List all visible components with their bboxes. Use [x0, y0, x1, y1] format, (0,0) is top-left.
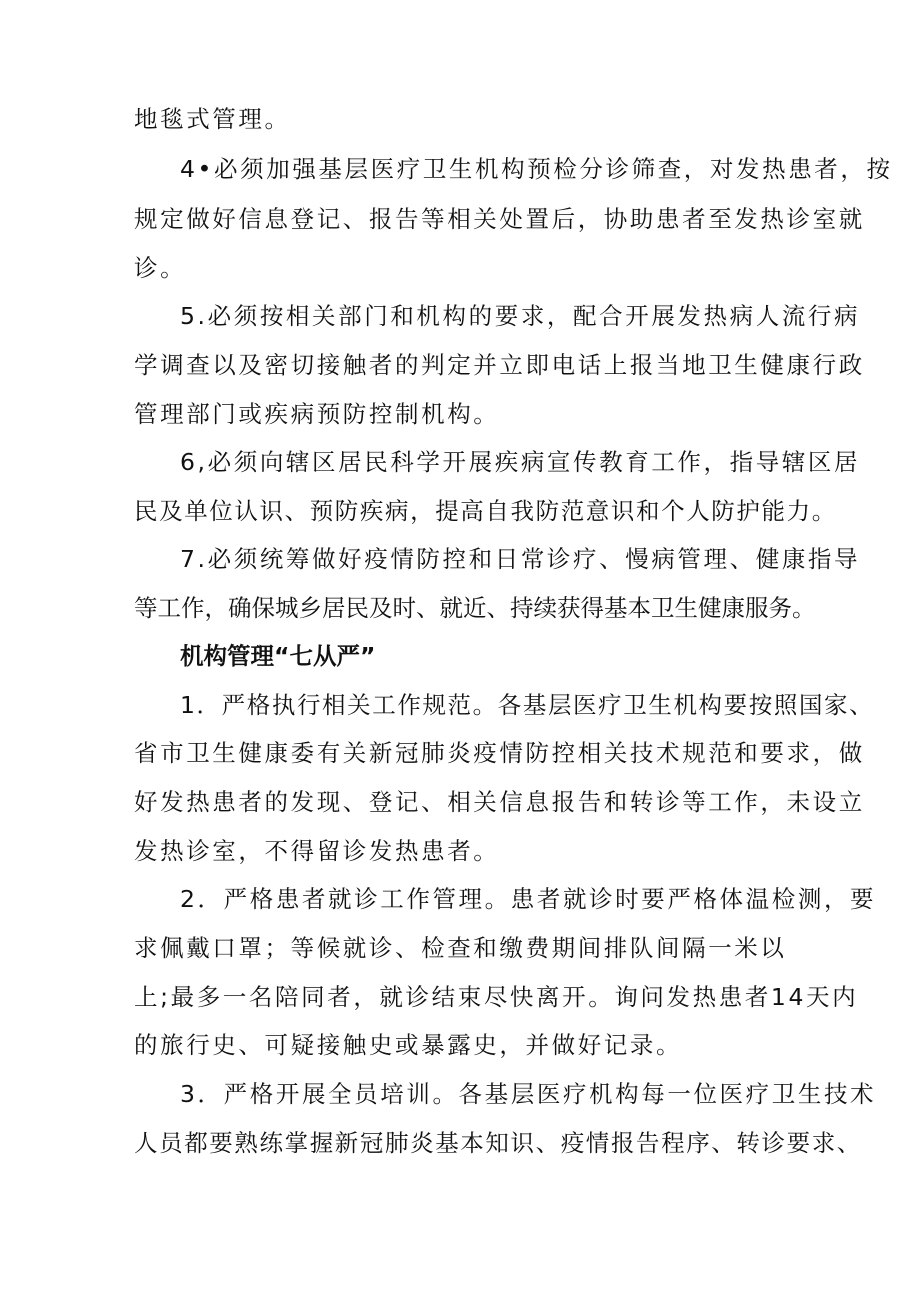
paragraph-5-line-1: 5.必须按相关部门和机构的要求，配合开展发热病人流行病: [180, 302, 861, 330]
text-line: 规定做好信息登记、报告等相关处置后，协助患者至发热诊室就: [134, 205, 865, 233]
text-line: 求佩戴口罩；等候就诊、检查和缴费期间排队间隔一米以: [134, 934, 787, 962]
text-line: 发热诊室，不得留诊发热患者。: [134, 837, 500, 865]
item-3-line-1: 3．严格开展全员培训。各基层医疗机构每一位医疗卫生技术: [180, 1080, 877, 1108]
section-heading: 机构管理“七从严”: [180, 642, 376, 670]
item-1-line-1: 1．严格执行相关工作规范。各基层医疗卫生机构要按照国家、: [180, 691, 875, 719]
paragraph-6-line-1: 6,必须向辖区居民科学开展疾病宣传教育工作，指导辖区居: [180, 448, 861, 476]
text-line: 的旅行史、可疑接触史或暴露史，并做好记录。: [134, 1031, 683, 1059]
text-line: 管理部门或疾病预防控制机构。: [134, 400, 500, 428]
text-line: 等工作，确保城乡居民及时、就近、持续获得基本卫生健康服务。: [134, 594, 816, 622]
text-line: 地毯式管理。: [134, 105, 291, 133]
item-2-line-1: 2．严格患者就诊工作管理。患者就诊时要严格体温检测，要: [180, 885, 877, 913]
text-line: 上;最多一名陪同者，就诊结束尽快离开。询问发热患者14天内: [134, 983, 859, 1011]
text-line: 好发热患者的发现、登记、相关信息报告和转诊等工作，未设立: [134, 788, 865, 816]
text-line: 学调查以及密切接触者的判定并立即电话上报当地卫生健康行政: [134, 351, 865, 379]
text-line: 人员都要熟练掌握新冠肺炎基本知识、疫情报告程序、转诊要求、: [134, 1129, 862, 1157]
text-line: 省市卫生健康委有关新冠肺炎疫情防控相关技术规范和要求，做: [134, 739, 865, 767]
text-line: 民及单位认识、预防疾病，提高自我防范意识和个人防护能力。: [134, 497, 837, 525]
paragraph-7-line-1: 7.必须统筹做好疫情防控和日常诊疗、慢病管理、健康指导: [180, 545, 861, 573]
paragraph-4-line-1: 4•必须加强基层医疗卫生机构预检分诊筛查，对发热患者，按: [180, 155, 893, 183]
text-line: 诊。: [134, 254, 187, 282]
